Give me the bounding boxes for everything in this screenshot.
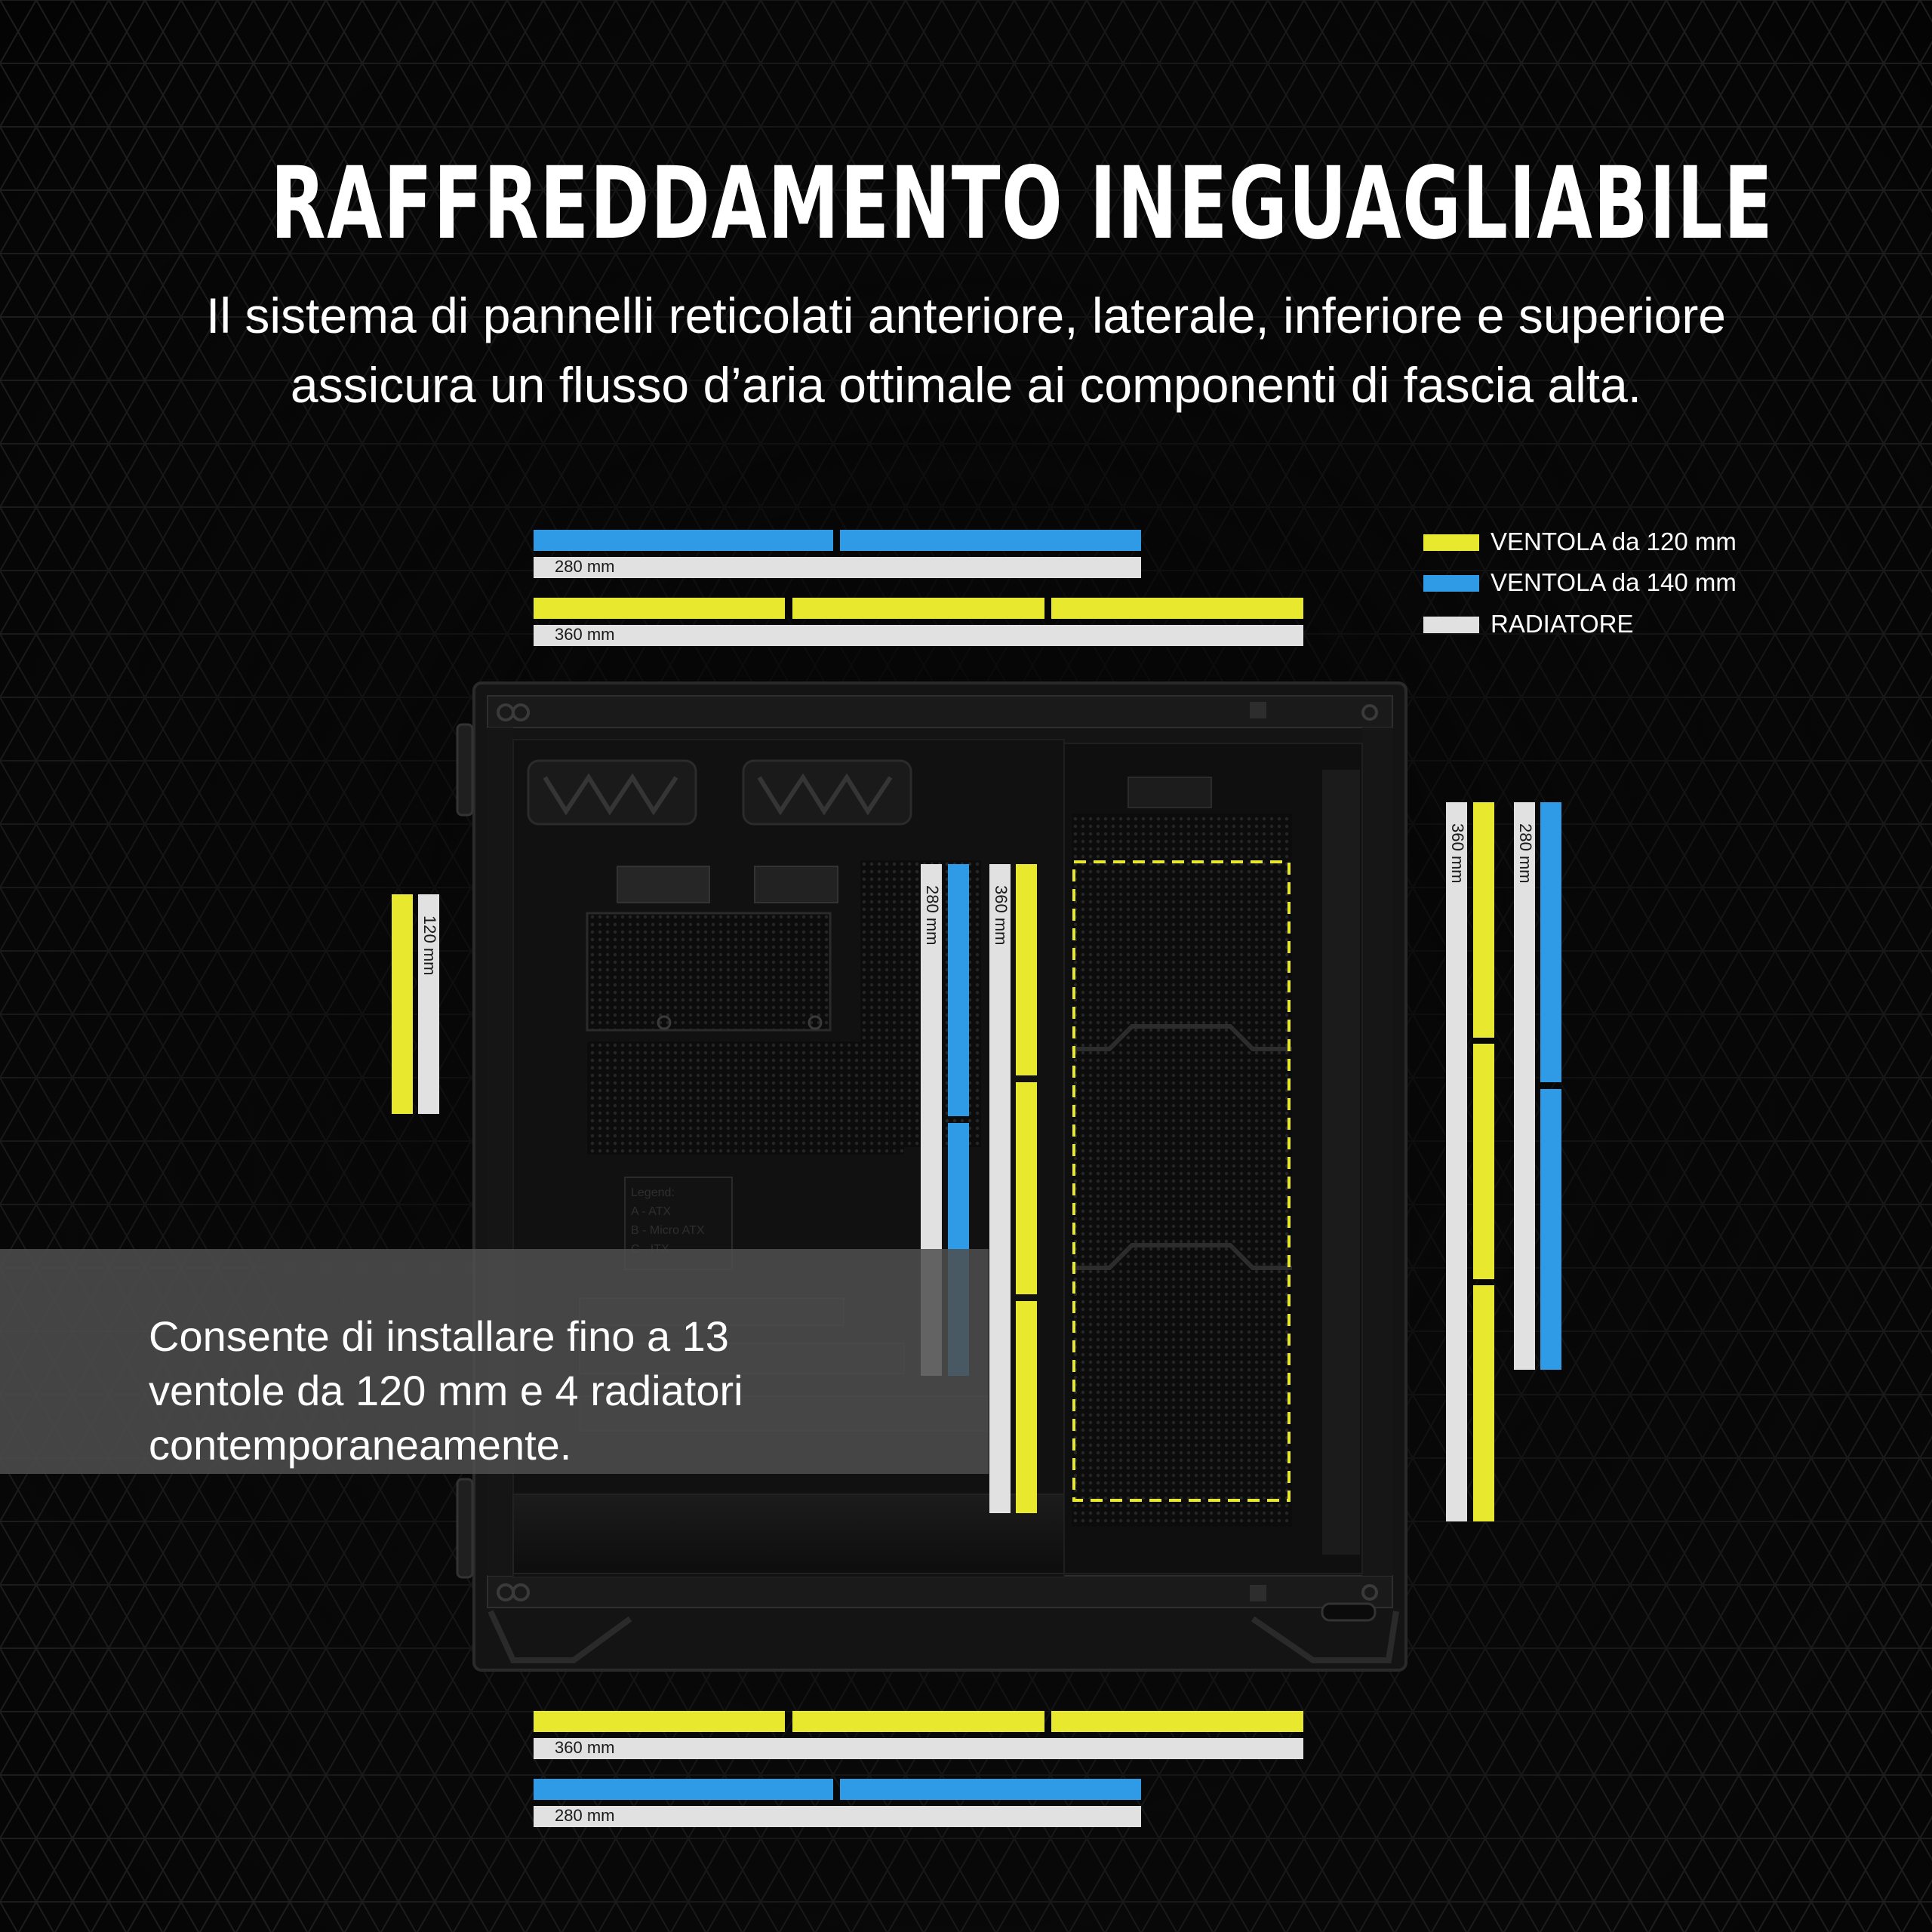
size-label: 280 mm xyxy=(923,885,942,946)
page-title: RAFFREDDAMENTO INEGUAGLIABILE xyxy=(270,146,1774,262)
fan-120-bar xyxy=(1473,1285,1494,1521)
case-legend-line: Legend: xyxy=(631,1186,675,1199)
radiator-bar xyxy=(989,864,1011,1513)
fan-120-bar xyxy=(534,1711,785,1732)
fan-120-bar xyxy=(1016,864,1037,1075)
size-label: 360 mm xyxy=(992,885,1011,946)
legend-label-120: VENTOLA da 120 mm xyxy=(1491,528,1737,555)
radiator-bar xyxy=(418,894,439,1114)
fan-120-bar xyxy=(392,894,413,1114)
fan-140-bar xyxy=(1540,802,1561,1082)
radiator-bar xyxy=(1514,802,1535,1370)
radiator-bar xyxy=(534,1806,1141,1827)
size-label: 280 mm xyxy=(555,557,615,576)
fan-140-bar xyxy=(1540,1089,1561,1370)
caption-text: Consente di installare fino a 13 ventole da 120 mm e 4 radiatori contemporaneamente. xyxy=(149,1312,743,1469)
fan-140-bar xyxy=(948,864,969,1116)
size-label: 120 mm xyxy=(420,915,439,976)
fan-140-bar xyxy=(840,1779,1141,1800)
fan-120-bar xyxy=(1473,1044,1494,1279)
case-legend-line: B - Micro ATX xyxy=(631,1224,705,1237)
legend-label-140: VENTOLA da 140 mm xyxy=(1491,568,1737,596)
fan-120-bar xyxy=(1016,1082,1037,1294)
fan-120-bar xyxy=(792,1711,1044,1732)
size-label: 360 mm xyxy=(555,1738,615,1757)
fan-120-bar xyxy=(1473,802,1494,1038)
radiator-bar xyxy=(1446,802,1467,1521)
size-label: 360 mm xyxy=(1448,823,1467,884)
radiator-bar xyxy=(534,1738,1303,1759)
size-label: 280 mm xyxy=(555,1806,615,1825)
fan-120-bar xyxy=(1051,1711,1303,1732)
fan-140-bar xyxy=(534,1779,833,1800)
size-label: 280 mm xyxy=(1516,823,1535,884)
case-legend-line: A - ATX xyxy=(631,1205,672,1218)
fan-120-bar xyxy=(1016,1301,1037,1513)
legend-label-radiator: RADIATORE xyxy=(1491,610,1634,638)
size-label: 360 mm xyxy=(555,625,615,644)
page-subtitle: Il sistema di pannelli reticolati anteriore, laterale, inferiore e superiore assicura un flusso d’aria ottimale ai componenti di fascia alta. xyxy=(206,288,1726,413)
